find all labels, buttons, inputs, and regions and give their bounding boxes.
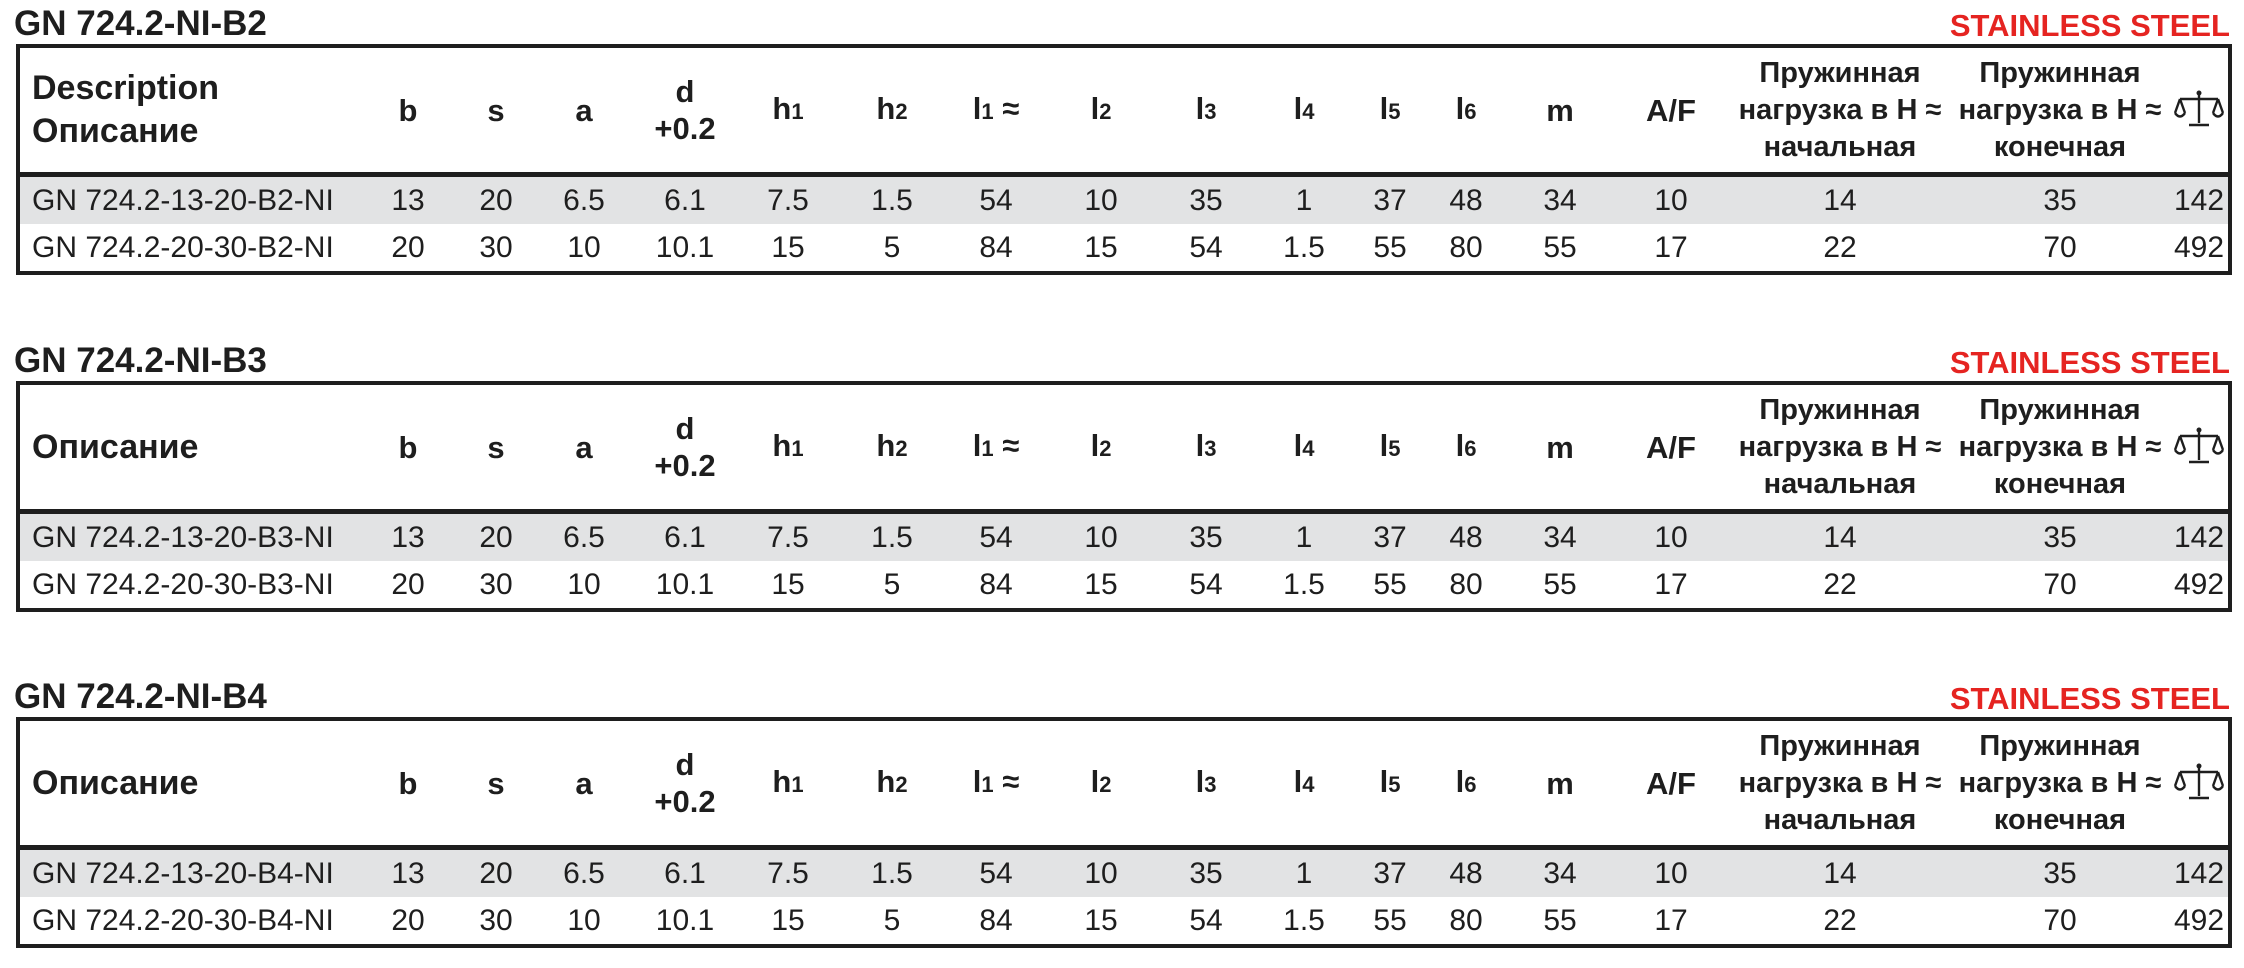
value-cell: 1 <box>1252 512 1356 562</box>
value-cell: 20 <box>391 230 425 264</box>
value-cell: 14 <box>1730 848 1950 898</box>
column-header <box>1950 46 2170 175</box>
column-header <box>1508 46 1612 175</box>
value-cell: 20 <box>452 848 540 898</box>
value-cell: 37 <box>1356 512 1424 562</box>
column-header-main: h <box>876 428 896 463</box>
column-header-main: s <box>487 765 505 801</box>
column-header-main: l <box>1090 428 1100 463</box>
column-header-subscript: 2 <box>1099 436 1112 461</box>
material-label: STAINLESS STEEL <box>1949 8 2230 43</box>
value-cell: 34 <box>1508 848 1612 898</box>
value-cell: 10 <box>567 567 601 601</box>
value-cell: 37 <box>1356 848 1424 898</box>
value-cell: 54 <box>950 512 1042 562</box>
value-cell: 54 <box>950 848 1042 898</box>
value-cell: 22 <box>1823 567 1857 601</box>
column-header <box>1160 383 1252 512</box>
value-cell: 22 <box>1823 230 1857 264</box>
section-header <box>0 673 2244 717</box>
column-header-main: s <box>487 92 505 128</box>
column-header <box>950 46 1042 175</box>
value-cell: 55 <box>1543 567 1577 601</box>
column-header <box>452 383 540 512</box>
column-header-subscript: 2 <box>895 772 908 797</box>
value-cell: 34 <box>1508 512 1612 562</box>
column-header-main: l <box>972 764 982 799</box>
value-cell: 70 <box>2043 230 2077 264</box>
column-header-main: m <box>1546 765 1574 801</box>
column-header <box>628 46 742 175</box>
column-header <box>1356 383 1424 512</box>
column-header <box>950 383 1042 512</box>
description-header-line: Описание <box>32 427 199 466</box>
column-header <box>1042 719 1160 848</box>
value-cell: 20 <box>391 567 425 601</box>
column-header-subscript: 4 <box>1302 99 1315 124</box>
column-header-main: l <box>1195 91 1205 126</box>
value-cell: 84 <box>979 903 1013 937</box>
header-row <box>18 46 2230 175</box>
column-header <box>540 46 628 175</box>
column-header <box>1424 383 1508 512</box>
value-cell: 7.5 <box>742 175 834 225</box>
value-cell: 5 <box>883 230 901 264</box>
value-cell: 6.5 <box>540 175 628 225</box>
value-cell: 80 <box>1449 567 1483 601</box>
column-header <box>1356 719 1424 848</box>
column-header-main: m <box>1546 92 1574 128</box>
table-row <box>18 512 2230 562</box>
column-header <box>1042 383 1160 512</box>
value-cell: 35 <box>1950 175 2170 225</box>
value-cell: 55 <box>1373 903 1407 937</box>
column-header-subscript: 3 <box>1204 436 1217 461</box>
value-cell: 10 <box>1612 848 1730 898</box>
column-header <box>1730 46 1950 175</box>
value-cell: 1.5 <box>1283 567 1325 601</box>
value-cell: 13 <box>364 512 452 562</box>
description-header-line: Описание <box>32 763 199 802</box>
value-cell: 1 <box>1252 848 1356 898</box>
article-number-cell: GN 724.2-13-20-B3-NI <box>18 512 364 562</box>
column-header-main: l <box>972 91 982 126</box>
column-header-subscript: 1 <box>981 772 994 797</box>
column-header-tolerance: +0.2 <box>654 784 716 819</box>
column-header <box>1356 46 1424 175</box>
column-header-subscript: 1 <box>791 99 804 124</box>
value-cell: 30 <box>479 903 513 937</box>
column-header-suffix: ≈ <box>993 764 1020 799</box>
column-header-main: A/F <box>1646 429 1696 465</box>
column-header-main: l <box>1379 428 1389 463</box>
column-header-main: d <box>675 411 695 446</box>
column-header-main: h <box>772 428 792 463</box>
column-header <box>1252 719 1356 848</box>
header-row <box>18 383 2230 512</box>
column-header-main: b <box>398 765 418 801</box>
value-cell: 35 <box>1160 512 1252 562</box>
column-header <box>1612 383 1730 512</box>
description-header <box>18 383 364 512</box>
value-cell: 6.1 <box>628 512 742 562</box>
value-cell: 30 <box>479 567 513 601</box>
value-cell: 7.5 <box>742 848 834 898</box>
section-title: GN 724.2-NI-B3 <box>14 341 267 380</box>
value-cell: 10.1 <box>655 230 715 264</box>
value-cell: 80 <box>1449 230 1483 264</box>
description-header-line: Description <box>32 69 220 107</box>
column-header-main: h <box>772 764 792 799</box>
section-header <box>0 0 2244 44</box>
column-header-main: Пружинная нагрузка в Н ≈ конечная <box>1958 393 2162 500</box>
column-header-subscript: 1 <box>981 99 994 124</box>
column-header-subscript: 2 <box>895 436 908 461</box>
table-body <box>18 175 2230 274</box>
column-header-subscript: 2 <box>1099 99 1112 124</box>
column-header <box>1508 719 1612 848</box>
column-header <box>1042 46 1160 175</box>
column-header <box>742 383 834 512</box>
value-cell: 1.5 <box>834 848 950 898</box>
article-number-cell: GN 724.2-13-20-B4-NI <box>18 848 364 898</box>
column-header <box>628 719 742 848</box>
value-cell: 30 <box>479 230 513 264</box>
column-header <box>742 719 834 848</box>
table-row <box>18 175 2230 225</box>
value-cell: 15 <box>771 230 805 264</box>
value-cell: 1.5 <box>834 512 950 562</box>
value-cell: 35 <box>1160 848 1252 898</box>
column-header-main: Пружинная нагрузка в Н ≈ конечная <box>1958 56 2162 163</box>
column-header <box>1160 46 1252 175</box>
spec-table <box>16 44 2232 275</box>
column-header-subscript: 5 <box>1388 436 1401 461</box>
column-header <box>540 383 628 512</box>
column-header <box>1252 46 1356 175</box>
column-header <box>364 719 452 848</box>
value-cell: 20 <box>391 903 425 937</box>
column-header <box>834 383 950 512</box>
value-cell: 142 <box>2170 512 2230 562</box>
column-header <box>950 719 1042 848</box>
value-cell: 13 <box>364 848 452 898</box>
column-header-main: l <box>1455 428 1465 463</box>
value-cell: 55 <box>1543 903 1577 937</box>
value-cell: 15 <box>1084 230 1118 264</box>
column-header-main: l <box>1455 91 1465 126</box>
value-cell: 10.1 <box>655 903 715 937</box>
table-body <box>18 848 2230 947</box>
value-cell: 84 <box>979 230 1013 264</box>
column-header-main: a <box>575 429 593 465</box>
column-header <box>540 719 628 848</box>
column-header <box>834 46 950 175</box>
spec-section <box>0 0 2244 264</box>
article-number-cell: GN 724.2-20-30-B2-NI <box>32 230 334 264</box>
column-header-subscript: 5 <box>1388 772 1401 797</box>
column-header <box>1730 719 1950 848</box>
value-cell: 84 <box>979 567 1013 601</box>
column-header-main: Пружинная нагрузка в Н ≈ конечная <box>1958 729 2162 836</box>
column-header-main: h <box>876 764 896 799</box>
value-cell: 10.1 <box>655 567 715 601</box>
column-header-subscript: 6 <box>1464 436 1477 461</box>
column-header-main: Пружинная нагрузка в Н ≈ начальная <box>1738 56 1942 163</box>
value-cell: 35 <box>1950 848 2170 898</box>
value-cell: 5 <box>883 567 901 601</box>
value-cell: 55 <box>1373 567 1407 601</box>
scale-icon <box>2174 90 2224 125</box>
scale-icon <box>2174 427 2224 462</box>
column-header-main: l <box>1293 428 1303 463</box>
weight-header <box>2170 719 2230 848</box>
spec-section <box>0 337 2244 601</box>
column-header <box>1508 383 1612 512</box>
value-cell: 54 <box>950 175 1042 225</box>
column-header <box>452 46 540 175</box>
column-header-subscript: 3 <box>1204 99 1217 124</box>
description-header <box>18 719 364 848</box>
spec-section <box>0 673 2244 937</box>
value-cell: 6.5 <box>540 848 628 898</box>
column-header <box>1612 719 1730 848</box>
column-header-main: A/F <box>1646 92 1696 128</box>
section-title: GN 724.2-NI-B4 <box>14 677 267 716</box>
spec-table <box>16 717 2232 948</box>
value-cell: 70 <box>2043 567 2077 601</box>
column-header-subscript: 1 <box>791 436 804 461</box>
value-cell: 48 <box>1424 175 1508 225</box>
value-cell: 14 <box>1730 512 1950 562</box>
column-header-tolerance: +0.2 <box>654 111 716 146</box>
value-cell: 20 <box>452 175 540 225</box>
value-cell: 492 <box>2174 903 2225 937</box>
column-header-subscript: 6 <box>1464 99 1477 124</box>
column-header-main: b <box>398 92 418 128</box>
header-row <box>18 719 2230 848</box>
value-cell: 6.1 <box>628 175 742 225</box>
column-header-main: l <box>972 428 982 463</box>
value-cell: 10 <box>1612 175 1730 225</box>
column-header-main: l <box>1293 91 1303 126</box>
column-header-subscript: 4 <box>1302 436 1315 461</box>
value-cell: 10 <box>1042 512 1160 562</box>
column-header-main: l <box>1455 764 1465 799</box>
column-header <box>1730 383 1950 512</box>
value-cell: 5 <box>883 903 901 937</box>
value-cell: 1.5 <box>1283 230 1325 264</box>
column-header <box>1950 719 2170 848</box>
value-cell: 10 <box>1042 175 1160 225</box>
value-cell: 15 <box>771 903 805 937</box>
value-cell: 10 <box>567 903 601 937</box>
table-row <box>18 848 2230 898</box>
column-header <box>452 719 540 848</box>
column-header-main: A/F <box>1646 765 1696 801</box>
material-label: STAINLESS STEEL <box>1949 345 2230 380</box>
column-header <box>628 383 742 512</box>
value-cell: 17 <box>1654 567 1688 601</box>
column-header-suffix: ≈ <box>993 91 1020 126</box>
column-header-subscript: 2 <box>895 99 908 124</box>
column-header <box>364 383 452 512</box>
value-cell: 492 <box>2174 567 2225 601</box>
table-header <box>18 719 2230 848</box>
column-header-main: Пружинная нагрузка в Н ≈ начальная <box>1738 729 1942 836</box>
column-header-main: a <box>575 765 593 801</box>
value-cell: 10 <box>1612 512 1730 562</box>
value-cell: 55 <box>1543 230 1577 264</box>
value-cell: 15 <box>1084 567 1118 601</box>
column-header-main: a <box>575 92 593 128</box>
value-cell: 37 <box>1356 175 1424 225</box>
column-header-main: b <box>398 429 418 465</box>
table-header <box>18 383 2230 512</box>
value-cell: 1 <box>1252 175 1356 225</box>
column-header-subscript: 2 <box>1099 772 1112 797</box>
column-header-tolerance: +0.2 <box>654 448 716 483</box>
table-header <box>18 46 2230 175</box>
column-header-main: Пружинная нагрузка в Н ≈ начальная <box>1738 393 1942 500</box>
column-header <box>1160 719 1252 848</box>
value-cell: 80 <box>1449 903 1483 937</box>
column-header-main: s <box>487 429 505 465</box>
value-cell: 15 <box>771 567 805 601</box>
column-header-main: l <box>1379 764 1389 799</box>
column-header <box>364 46 452 175</box>
value-cell: 70 <box>2043 903 2077 937</box>
column-header-subscript: 5 <box>1388 99 1401 124</box>
column-header-suffix: ≈ <box>993 428 1020 463</box>
value-cell: 142 <box>2170 175 2230 225</box>
spec-table <box>16 381 2232 612</box>
column-header <box>1950 383 2170 512</box>
column-header-main: m <box>1546 429 1574 465</box>
value-cell: 20 <box>452 512 540 562</box>
column-header-main: d <box>675 74 695 109</box>
article-number-cell: GN 724.2-20-30-B4-NI <box>32 903 334 937</box>
column-header-subscript: 1 <box>791 772 804 797</box>
section-title: GN 724.2-NI-B2 <box>14 4 267 43</box>
value-cell: 48 <box>1424 512 1508 562</box>
section-header <box>0 337 2244 381</box>
value-cell: 54 <box>1189 230 1223 264</box>
column-header-main: l <box>1195 428 1205 463</box>
value-cell: 13 <box>364 175 452 225</box>
column-header-main: d <box>675 747 695 782</box>
value-cell: 492 <box>2174 230 2225 264</box>
value-cell: 54 <box>1189 903 1223 937</box>
material-label: STAINLESS STEEL <box>1949 681 2230 716</box>
value-cell: 34 <box>1508 175 1612 225</box>
scale-icon <box>2174 763 2224 798</box>
article-number-cell: GN 724.2-20-30-B3-NI <box>32 567 334 601</box>
description-header <box>18 46 364 175</box>
column-header <box>742 46 834 175</box>
value-cell: 10 <box>1042 848 1160 898</box>
column-header-subscript: 3 <box>1204 772 1217 797</box>
value-cell: 1.5 <box>1283 903 1325 937</box>
table-body <box>18 512 2230 611</box>
column-header-subscript: 6 <box>1464 772 1477 797</box>
value-cell: 17 <box>1654 230 1688 264</box>
value-cell: 48 <box>1424 848 1508 898</box>
column-header <box>1252 383 1356 512</box>
column-header <box>1424 46 1508 175</box>
column-header-main: l <box>1293 764 1303 799</box>
column-header-subscript: 4 <box>1302 772 1315 797</box>
value-cell: 7.5 <box>742 512 834 562</box>
column-header-main: h <box>876 91 896 126</box>
column-header-main: l <box>1195 764 1205 799</box>
value-cell: 1.5 <box>834 175 950 225</box>
column-header <box>834 719 950 848</box>
weight-header <box>2170 46 2230 175</box>
value-cell: 35 <box>1950 512 2170 562</box>
article-number-cell: GN 724.2-13-20-B2-NI <box>18 175 364 225</box>
value-cell: 14 <box>1730 175 1950 225</box>
column-header <box>1612 46 1730 175</box>
value-cell: 55 <box>1373 230 1407 264</box>
value-cell: 35 <box>1160 175 1252 225</box>
table-row <box>18 561 2230 610</box>
table-row <box>18 224 2230 273</box>
value-cell: 54 <box>1189 567 1223 601</box>
column-header-main: l <box>1090 764 1100 799</box>
column-header-main: h <box>772 91 792 126</box>
column-header <box>1424 719 1508 848</box>
value-cell: 6.1 <box>628 848 742 898</box>
table-row <box>18 897 2230 946</box>
value-cell: 142 <box>2170 848 2230 898</box>
column-header-main: l <box>1090 91 1100 126</box>
description-header-line: Описание <box>32 112 199 150</box>
value-cell: 6.5 <box>540 512 628 562</box>
weight-header <box>2170 383 2230 512</box>
value-cell: 10 <box>567 230 601 264</box>
value-cell: 17 <box>1654 903 1688 937</box>
column-header-main: l <box>1379 91 1389 126</box>
value-cell: 15 <box>1084 903 1118 937</box>
value-cell: 22 <box>1823 903 1857 937</box>
column-header-subscript: 1 <box>981 436 994 461</box>
